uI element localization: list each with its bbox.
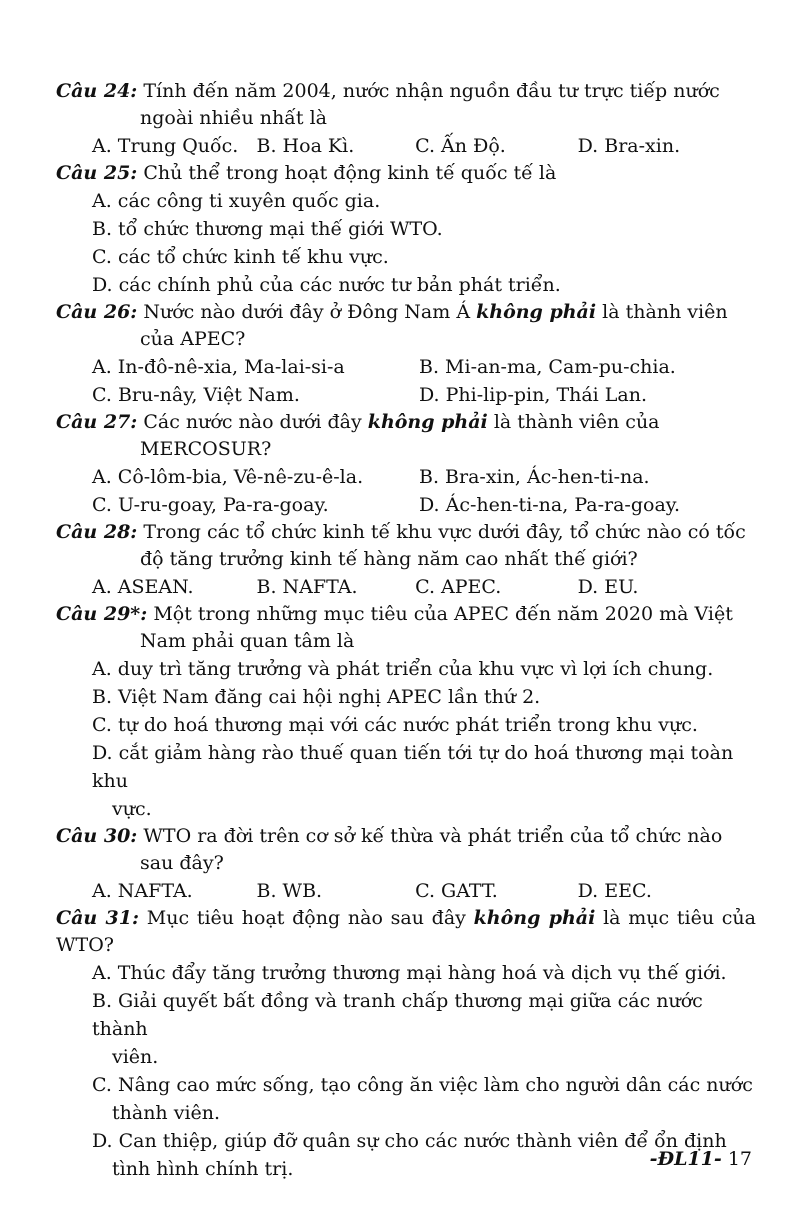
question-text: WTO ra đời trên cơ sở kế thừa và phát triển của tổ chức nào: [143, 825, 723, 847]
option-c[interactable]: [56, 1071, 756, 1127]
question-text: Trong các tổ chức kinh tế khu vực dưới đây, tổ chức nào có tốc: [143, 521, 746, 543]
option-a[interactable]: A. duy trì tăng trưởng và phát triển của khu vực vì lợi ích chung.: [92, 658, 714, 680]
question-25: [56, 160, 756, 299]
option-text: D. Can thiệp, giúp đỡ quân sự cho các nước thành viên để ổn định: [92, 1130, 727, 1152]
option-text: C. Nâng cao mức sống, tạo công ăn việc làm cho người dân các nước: [92, 1074, 753, 1096]
option-c[interactable]: C. U-ru-goay, Pa-ra-goay.: [92, 494, 329, 516]
question-text-cont: độ tăng trưởng kinh tế hàng năm cao nhất thế giới?: [140, 548, 638, 570]
question-label: Câu 24:: [56, 80, 138, 102]
question-26-stem: [56, 299, 756, 353]
question-text: là thành viên: [596, 301, 728, 323]
option-c[interactable]: C. GATT.: [415, 880, 498, 902]
option-a[interactable]: A. Thúc đẩy tăng trưởng thương mại hàng hoá và dịch vụ thế giới.: [92, 962, 727, 984]
question-text: Mục tiêu hoạt động nào sau đây: [146, 907, 474, 929]
question-text: Chủ thể trong hoạt động kinh tế quốc tế là: [143, 162, 557, 184]
option-text-cont: vực.: [112, 798, 152, 820]
options-row: [56, 463, 756, 491]
question-24-stem: [56, 78, 756, 132]
question-label: Câu 26:: [56, 301, 138, 323]
option-a[interactable]: A. các công ti xuyên quốc gia.: [92, 190, 381, 212]
option-a[interactable]: A. NAFTA.: [92, 880, 193, 902]
options-row: [56, 381, 756, 409]
page-number: 17: [727, 1148, 752, 1170]
options-row: [56, 573, 756, 601]
option-d[interactable]: D. Ác-hen-ti-na, Pa-ra-goay.: [419, 494, 681, 516]
question-text: Tính đến năm 2004, nước nhận nguồn đầu tư trực tiếp nước: [143, 80, 720, 102]
options-row: [56, 877, 756, 905]
option-d[interactable]: D. EEC.: [577, 880, 652, 902]
question-label: Câu 28:: [56, 521, 138, 543]
option-b[interactable]: [56, 987, 756, 1071]
question-28-stem: [56, 519, 756, 573]
question-label: Câu 29*:: [56, 603, 148, 625]
page-footer: [650, 1148, 752, 1170]
question-text-cont: MERCOSUR?: [140, 438, 272, 460]
question-30: [56, 823, 756, 905]
question-27: [56, 409, 756, 519]
option-c[interactable]: C. tự do hoá thương mại với các nước phát triển trong khu vực.: [92, 714, 698, 736]
option-a[interactable]: A. ASEAN.: [92, 576, 194, 598]
question-24: [56, 78, 756, 160]
document-code: -ĐL11-: [649, 1148, 722, 1170]
question-27-stem: [56, 409, 756, 463]
question-text-cont: của APEC?: [140, 328, 246, 350]
option-c[interactable]: C. các tổ chức kinh tế khu vực.: [92, 246, 389, 268]
options-row: [56, 132, 756, 160]
question-text-cont: sau đây?: [140, 852, 224, 874]
option-b[interactable]: B. Việt Nam đăng cai hội nghị APEC lần thứ 2.: [92, 686, 541, 708]
emphasis-text: không phải: [473, 907, 596, 929]
option-text: D. cắt giảm hàng rào thuế quan tiến tới tự do hoá thương mại toàn khu: [92, 742, 734, 792]
question-text: là thành viên của: [487, 411, 660, 433]
option-a[interactable]: A. In-đô-nê-xia, Ma-lai-si-a: [92, 356, 345, 378]
emphasis-text: không phải: [476, 301, 597, 323]
question-31: [56, 905, 756, 1183]
question-29-stem: [56, 601, 756, 655]
option-c[interactable]: C. Ấn Độ.: [415, 135, 506, 157]
option-text-cont: thành viên.: [112, 1102, 221, 1124]
question-text-cont: ngoài nhiều nhất là: [140, 107, 327, 129]
question-text: Một trong những mục tiêu của APEC đến năm 2020 mà Việt: [153, 603, 733, 625]
options-row: [56, 353, 756, 381]
emphasis-text: không phải: [367, 411, 488, 433]
question-29: [56, 601, 756, 823]
question-text-cont: Nam phải quan tâm là: [140, 630, 355, 652]
question-page: [56, 78, 756, 1183]
question-28: [56, 519, 756, 601]
option-b[interactable]: B. WB.: [256, 880, 323, 902]
question-label: Câu 30:: [56, 825, 138, 847]
option-b[interactable]: B. tổ chức thương mại thế giới WTO.: [92, 218, 443, 240]
option-text-cont: viên.: [112, 1046, 159, 1068]
question-30-stem: [56, 823, 756, 877]
question-26: [56, 299, 756, 409]
option-c[interactable]: C. Bru-nây, Việt Nam.: [92, 384, 300, 406]
question-31-stem: [56, 905, 756, 959]
option-c[interactable]: C. APEC.: [415, 576, 502, 598]
option-text-cont: tình hình chính trị.: [112, 1158, 294, 1180]
question-25-stem: [56, 160, 756, 187]
option-b[interactable]: B. Hoa Kì.: [256, 135, 355, 157]
option-d[interactable]: [56, 739, 756, 823]
question-label: Câu 27:: [56, 411, 138, 433]
option-a[interactable]: A. Trung Quốc.: [92, 135, 239, 157]
question-text: là mục tiêu của WTO?: [56, 907, 756, 956]
option-a[interactable]: A. Cô-lôm-bia, Vê-nê-zu-ê-la.: [92, 466, 364, 488]
option-text: B. Giải quyết bất đồng và tranh chấp thương mại giữa các nước thành: [92, 990, 703, 1040]
option-d[interactable]: D. Bra-xin.: [577, 135, 681, 157]
options-row: [56, 491, 756, 519]
option-d[interactable]: D. Phi-lip-pin, Thái Lan.: [419, 384, 648, 406]
question-text: Nước nào dưới đây ở Đông Nam Á: [143, 301, 477, 323]
option-d[interactable]: D. EU.: [577, 576, 639, 598]
option-b[interactable]: B. Mi-an-ma, Cam-pu-chia.: [419, 356, 676, 378]
question-label: Câu 25:: [56, 162, 138, 184]
option-d[interactable]: D. các chính phủ của các nước tư bản phát triển.: [92, 274, 561, 296]
question-label: Câu 31:: [56, 907, 140, 929]
question-text: Các nước nào dưới đây: [143, 411, 368, 433]
option-b[interactable]: B. NAFTA.: [256, 576, 358, 598]
option-b[interactable]: B. Bra-xin, Ác-hen-ti-na.: [419, 466, 650, 488]
